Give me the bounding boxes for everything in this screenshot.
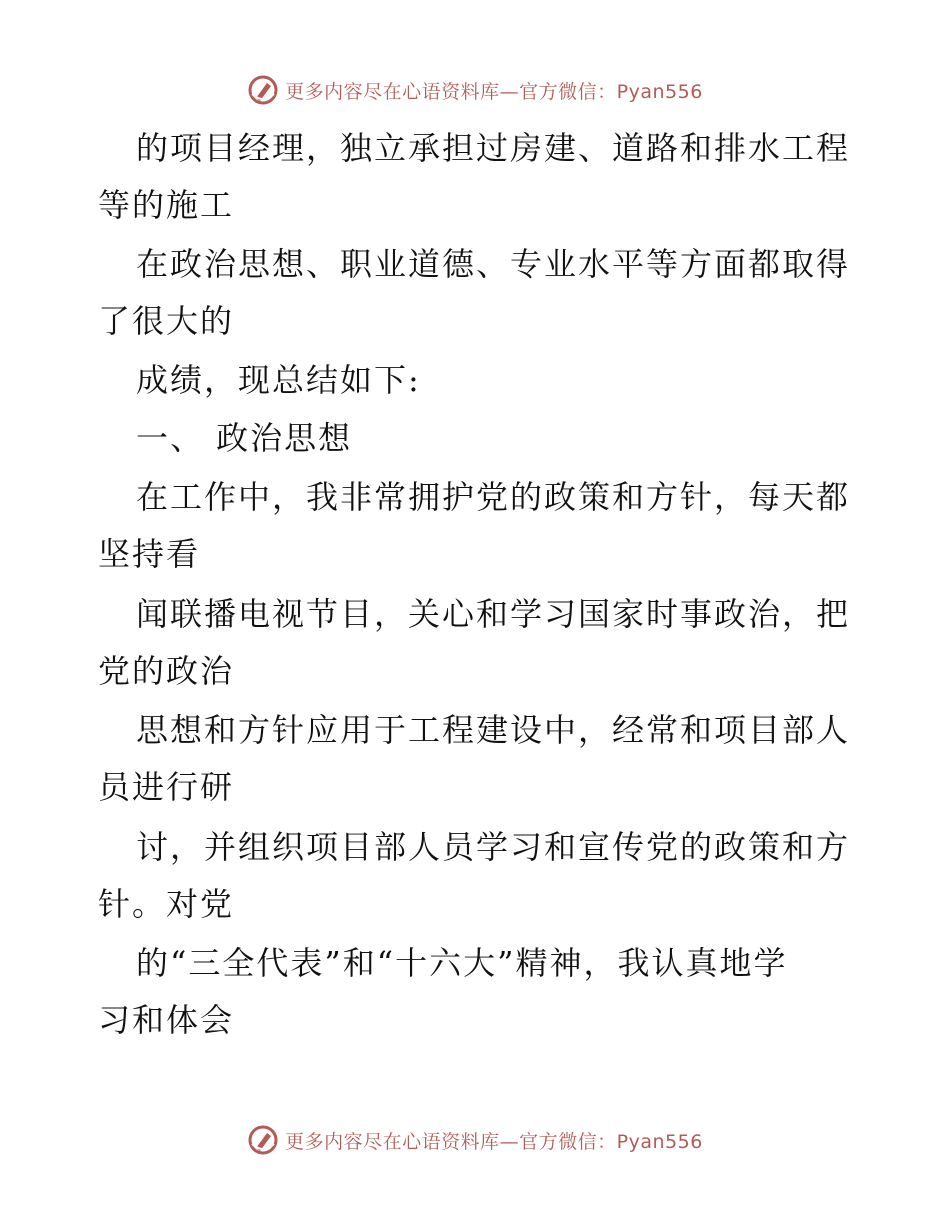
text-line: 的“三全代表”和“十六大”精神，我认真地学 (136, 944, 788, 982)
text-line: 闻联播电视节目，关心和学习国家时事政治，把 (136, 595, 851, 633)
section-heading: 一、 政治思想 (136, 419, 353, 457)
text-line: 习和体会 (98, 1001, 235, 1039)
text-line: 讨，并组织项目部人员学习和宣传党的政策和方 (136, 828, 851, 866)
text-line: 的项目经理，独立承担过房建、道路和排水工程 (136, 129, 851, 167)
pen-seal-icon (247, 74, 279, 106)
watermark-id: Pyan556 (616, 80, 703, 103)
watermark-id: Pyan556 (616, 1130, 703, 1153)
text-line: 思想和方针应用于工程建设中，经常和项目部人 (136, 711, 851, 749)
text-line: 在政治思想、职业道德、专业水平等方面都取得 (136, 245, 851, 283)
watermark-label: 更多内容尽在心语资料库—官方微信： (285, 80, 617, 103)
text-line: 等的施工 (98, 186, 235, 224)
watermark-label: 更多内容尽在心语资料库—官方微信： (285, 1130, 617, 1153)
text-line: 员进行研 (98, 768, 235, 806)
pen-seal-icon (247, 1124, 279, 1156)
text-line: 成绩，现总结如下: (136, 361, 421, 399)
watermark-text (285, 77, 703, 104)
text-line: 针。对党 (98, 885, 235, 923)
watermark-footer (0, 1123, 950, 1157)
watermark-text (285, 1127, 703, 1154)
text-line: 坚持看 (98, 535, 201, 573)
watermark-header (0, 73, 950, 107)
text-line: 了很大的 (98, 302, 235, 340)
text-line: 党的政治 (98, 652, 235, 690)
text-line: 在工作中，我非常拥护党的政策和方针，每天都 (136, 478, 851, 516)
